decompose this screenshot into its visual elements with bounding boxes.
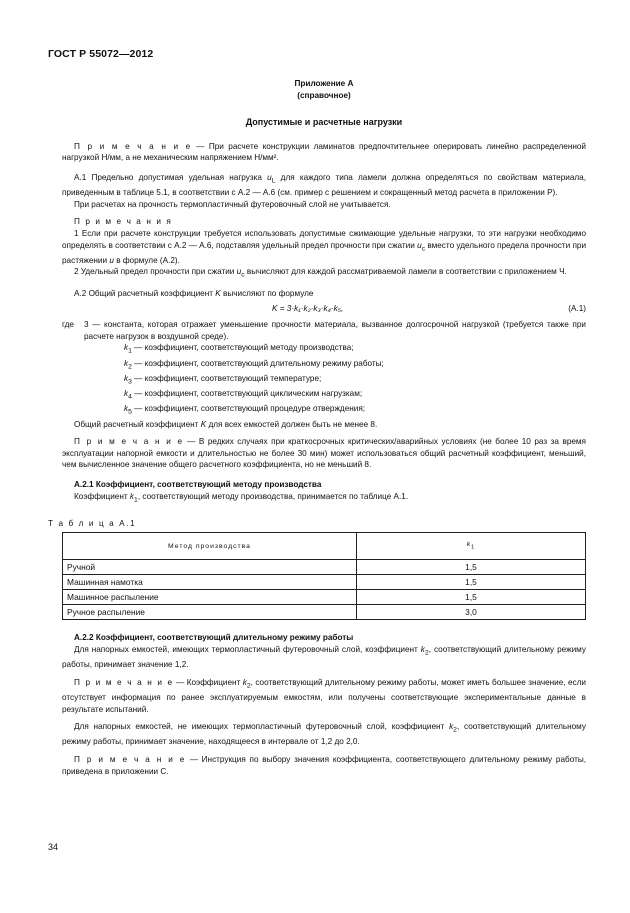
value-cell: 1,5: [357, 590, 586, 605]
subscript: 4: [128, 393, 132, 401]
paragraph-a21: [62, 491, 586, 506]
note-label: П р и м е ч а н и е: [74, 437, 184, 447]
page-content: [48, 78, 587, 777]
note-1: [62, 228, 586, 266]
text: , соответствующий длительному режиму работы, принимает значение 1,2.: [62, 644, 586, 670]
page-number: 34: [48, 842, 59, 852]
value-cell: 1,5: [357, 575, 586, 590]
text: для каждого типа ламели должна определяться по свойствам материала, приведенным в таблице 5.1, в соответствии с А.2 — А.6 (см. пример с решением и сокращенный метод расчета в приложении Р).: [62, 172, 586, 198]
note-2: [62, 266, 586, 281]
coefficient-definitions: [62, 342, 586, 418]
symbol: k: [124, 343, 129, 353]
text: вычисляют для каждой рассматриваемой ламели в соответствии с приложением Ч.: [244, 267, 567, 277]
note-text: — Инструкция по выбору значения коэффициента, соответствующего длительному режиму работы, приведена в приложении С.: [62, 755, 586, 776]
variable: k: [420, 644, 425, 654]
method-cell: Ручное распыление: [63, 605, 357, 620]
note-emergency: [62, 436, 586, 471]
method-cell: Машинное распыление: [63, 590, 357, 605]
symbol: k: [124, 404, 129, 414]
definition-k4: [124, 388, 586, 403]
paragraph-thermo: При расчетах на прочность термопластичный футеровочный слой не учитывается.: [74, 199, 391, 209]
definition-k5: [124, 403, 586, 418]
symbol: k: [466, 540, 472, 548]
text: — Коэффициент: [173, 677, 243, 687]
subscript: 2: [246, 682, 251, 690]
variable: k: [129, 491, 135, 501]
symbol: k: [124, 358, 129, 368]
definition-k1: [124, 342, 586, 357]
text: А.2 Общий расчетный коэффициент: [74, 288, 216, 298]
variable: K: [200, 419, 207, 429]
text: вместо удельного предела прочности при растяжении: [62, 240, 587, 265]
table-caption: [48, 518, 586, 530]
text: вычисляют по формуле: [220, 288, 314, 298]
variable: u: [109, 255, 114, 265]
note-label: П р и м е ч а н и е: [74, 755, 186, 765]
note-distributed-load: [62, 141, 586, 164]
text: , соответствующий длительному режиму работы, принимает значение, находящееся в интервале от 1,2 до 2,0.: [62, 722, 586, 747]
table-row: [63, 605, 586, 620]
where-intro: 3 — константа, которая отражает уменьшение прочности материала, вызванное долгосрочной нагрузкой (требуется также при расчете нагрузок в воздушной среде).: [84, 320, 586, 341]
text: — коэффициент, соответствующий температуре;: [131, 373, 322, 383]
paragraph-a2: [62, 288, 586, 300]
note-k2-larger: [62, 677, 586, 715]
text: — коэффициент, соответствующий методу производства;: [131, 343, 354, 353]
subscript: L: [271, 177, 276, 185]
text: — коэффициент, соответствующий процедуре отверждения;: [131, 404, 366, 414]
formula-number: (А.1): [568, 304, 586, 314]
text: в формуле (А.2).: [113, 255, 180, 265]
notes-label: [62, 216, 586, 228]
table-row: [63, 590, 586, 605]
table-row: [63, 560, 586, 575]
subscript: 2: [128, 363, 132, 371]
formula-a1: [62, 303, 586, 315]
total-coefficient-requirement: [62, 419, 586, 431]
value-cell: 1,5: [357, 560, 586, 575]
variable: u: [267, 172, 272, 182]
subscript: 1: [134, 496, 138, 504]
paragraph-a1: [62, 172, 586, 199]
standard-header: ГОСТ Р 55072—2012: [48, 48, 154, 60]
method-cell: Машинная намотка: [63, 575, 357, 590]
caption-text: Т а б л и ц а А.1: [48, 518, 137, 528]
table-row: [63, 575, 586, 590]
subsection-a21-title: А.2.1 Коэффициент, соответствующий методу производства: [74, 479, 322, 489]
subscript: c: [421, 245, 426, 253]
symbol: k: [124, 389, 129, 399]
header-k1: [357, 533, 586, 560]
table-a1: [62, 532, 586, 620]
subscript: 2: [453, 726, 457, 734]
definition-k2: [124, 358, 586, 373]
note-text: — В редких случаях при краткосрочных критических/аварийных условиях (не более 10 раз за время эксплуатации напорной емкости и длительностью не более 30 мин) может использоваться общий расчетный коэффициент, меньший, чем вычисленное значение общего расчетного коэффициента, но не меньший 8.: [62, 437, 586, 470]
text: Общий расчетный коэффициент: [74, 419, 201, 429]
variable: k: [242, 677, 247, 687]
definition-k3: [124, 373, 586, 388]
text: 2 Удельный предел прочности при сжатии: [74, 267, 237, 277]
text: 1 Если при расчете конструкции требуется использовать допустимые сжимающие удельные нагрузки, то эти нагрузки необходимо определять в соответствии с А.2 — А.6, подставляя удельный предел прочности при сжатии: [62, 228, 586, 250]
subscript: c: [241, 272, 245, 280]
note-label: П р и м е ч а н и е: [74, 141, 192, 151]
subscript: 1: [128, 348, 132, 356]
text: для всех емкостей должен быть не менее 8.: [206, 419, 378, 429]
subsection-a22-title: А.2.2 Коэффициент, соответствующий длительному режиму работы: [74, 633, 354, 643]
text: , соответствующий методу производства, принимается по таблице А.1.: [137, 491, 409, 501]
header-method: Метод производства: [63, 533, 357, 560]
variable: u: [236, 267, 242, 277]
text: — коэффициент, соответствующий длительному режиму работы;: [131, 358, 384, 368]
appendix-subtitle: (справочное): [297, 90, 351, 100]
text: — коэффициент, соответствующий циклическим нагрузкам;: [131, 389, 363, 399]
table-header-row: [63, 533, 586, 560]
where-label: где: [62, 320, 74, 330]
label: П р и м е ч а н и я: [74, 217, 173, 227]
symbol: k: [124, 373, 129, 383]
paragraph-a22-lined: [62, 644, 586, 671]
variable: k: [449, 722, 454, 732]
note-text: — При расчете конструкции ламинатов предпочтительнее оперировать линейно распределенной нагрузкой Н/мм, а не механическим напряжением Н/мм².: [62, 141, 586, 163]
text: А.1 Предельно допустимая удельная нагрузка: [74, 172, 268, 182]
subscript: 1: [471, 544, 476, 551]
paragraph-a22-unlined: [62, 721, 586, 748]
note-label: П р и м е ч а н и е: [74, 677, 174, 687]
note-appendix-c: [62, 754, 586, 777]
method-cell: Ручной: [63, 560, 357, 575]
variable: u: [417, 240, 422, 250]
where-block: [62, 319, 586, 342]
text: Коэффициент: [74, 491, 130, 501]
subscript: 2: [424, 649, 429, 657]
variable: K: [215, 288, 221, 298]
appendix-title: Приложение А: [294, 79, 354, 88]
formula-expression: K = 3·k₁·k₂·k₃·k₄·k₅,: [272, 304, 344, 314]
subscript: 3: [128, 378, 132, 386]
subscript: 5: [128, 409, 132, 416]
text: Для напорных емкостей, не имеющих термопластичный футеровочный слой, коэффициент: [74, 722, 450, 732]
section-title: Допустимые и расчетные нагрузки: [245, 117, 403, 128]
value-cell: 3,0: [357, 605, 586, 620]
text: , соответствующий длительному режиму работы, может иметь большее значение, если отсутствует информация по ранее эксплуатируемым емкостям, или получены соответствующие экспериментальные данные в результате испытаний.: [62, 677, 586, 714]
text: Для напорных емкостей, имеющих термопластичный футеровочный слой, коэффициент: [74, 644, 421, 654]
